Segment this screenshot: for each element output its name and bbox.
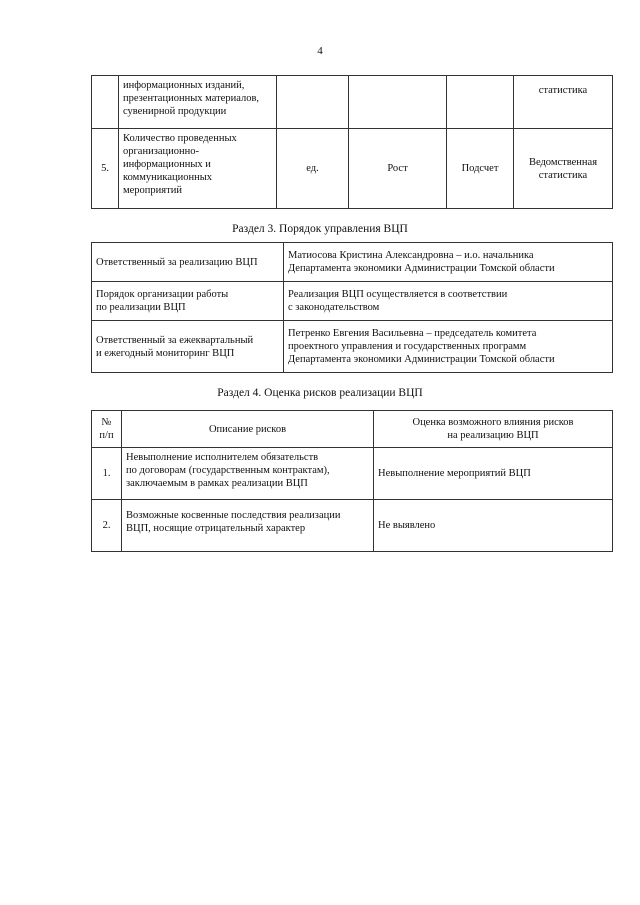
section3-heading: Раздел 3. Порядок управления ВЦП xyxy=(232,223,408,235)
page-number: 4 xyxy=(317,45,323,57)
table-row xyxy=(92,282,613,321)
header-description: Описание рисков xyxy=(122,411,374,448)
table-row xyxy=(92,321,613,373)
risk-description: Невыполнение исполнителем обязательств по договорам (государственным контрактам), заключаемым в рамках реализации ВЦП xyxy=(122,448,374,500)
header-num: № п/п xyxy=(92,411,122,448)
row-number: 5. xyxy=(92,129,119,209)
management-label: Ответственный за ежеквартальный и ежегодный мониторинг ВЦП xyxy=(92,321,284,373)
unit-cell: ед. xyxy=(277,129,349,209)
trend-cell: Рост xyxy=(349,129,447,209)
management-value: Петренко Евгения Васильевна – председатель комитета проектного управления и государственных программ Департамента экономики Администрации Томской области xyxy=(284,321,613,373)
table-row xyxy=(92,243,613,282)
management-value: Реализация ВЦП осуществляется в соответствии с законодательством xyxy=(284,282,613,321)
table-header-row xyxy=(92,411,613,448)
section4-heading: Раздел 4. Оценка рисков реализации ВЦП xyxy=(217,387,423,399)
management-label: Ответственный за реализацию ВЦП xyxy=(92,243,284,282)
risk-impact: Невыполнение мероприятий ВЦП xyxy=(374,448,613,500)
management-table xyxy=(91,242,613,373)
indicator-name: информационных изданий, презентационных материалов, сувенирной продукции xyxy=(119,76,277,129)
table-row xyxy=(92,448,613,500)
risk-description: Возможные косвенные последствия реализации ВЦП, носящие отрицательный характер xyxy=(122,500,374,552)
management-value: Матиосова Кристина Александровна – и.о. начальника Департамента экономики Администрации Томской области xyxy=(284,243,613,282)
table-row xyxy=(92,129,613,209)
indicators-table xyxy=(91,75,613,209)
risk-impact: Не выявлено xyxy=(374,500,613,552)
management-label: Порядок организации работы по реализации ВЦП xyxy=(92,282,284,321)
unit-cell xyxy=(277,76,349,129)
source-cell: статистика xyxy=(514,76,613,129)
method-cell xyxy=(447,76,514,129)
row-number xyxy=(92,76,119,129)
indicator-name: Количество проведенных организационно- информационных и коммуникационных мероприятий xyxy=(119,129,277,209)
method-cell: Подсчет xyxy=(447,129,514,209)
trend-cell xyxy=(349,76,447,129)
table-row xyxy=(92,76,613,129)
risk-number: 2. xyxy=(92,500,122,552)
source-cell: Ведомственная статистика xyxy=(514,129,613,209)
header-impact: Оценка возможного влияния рисков на реализацию ВЦП xyxy=(374,411,613,448)
table-row xyxy=(92,500,613,552)
risks-table xyxy=(91,410,613,552)
risk-number: 1. xyxy=(92,448,122,500)
